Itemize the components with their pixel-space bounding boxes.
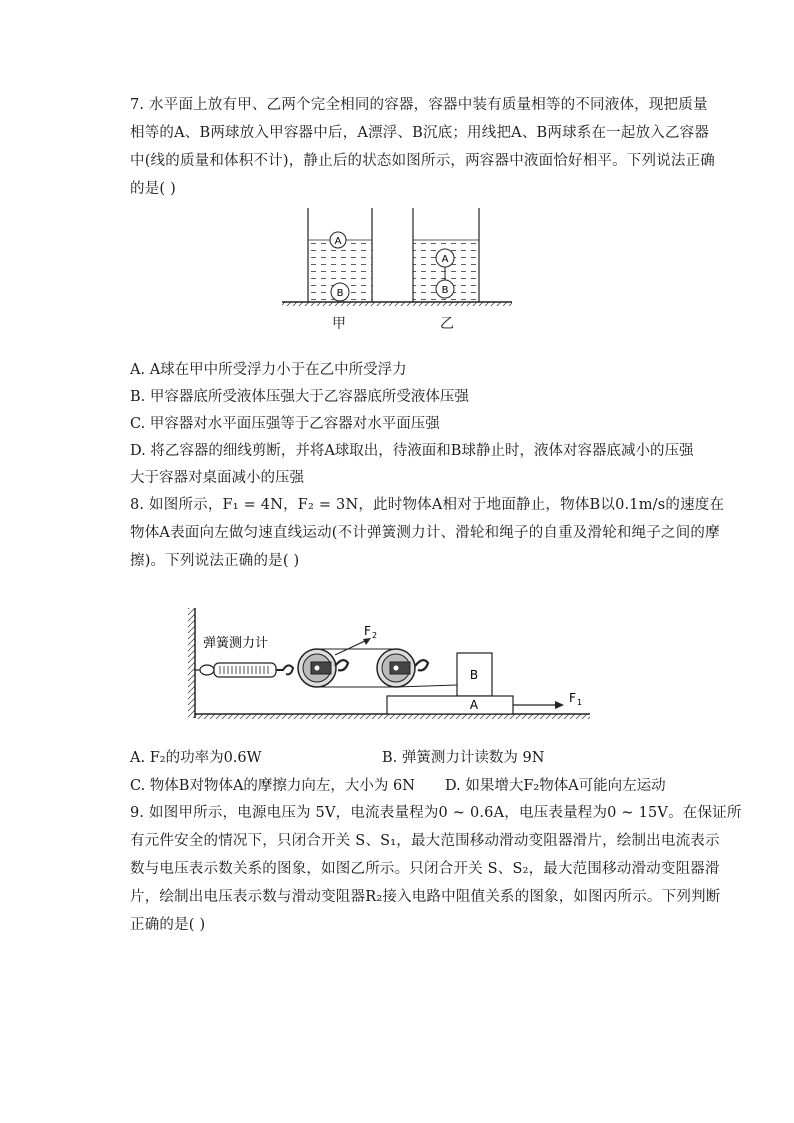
svg-text:B: B — [441, 285, 449, 296]
caption-yi: 乙 — [440, 316, 454, 332]
block-a — [387, 696, 513, 714]
svg-text:B: B — [336, 288, 344, 299]
q7-option-c: C. 甲容器对水平面压强等于乙容器对水平面压强 — [130, 416, 440, 432]
f2-label: F — [364, 624, 371, 638]
q7-option-b: B. 甲容器底所受液体压强大于乙容器底所受液体压强 — [130, 389, 469, 405]
svg-text:B: B — [469, 668, 479, 682]
q9-line-5: 正确的是( ) — [130, 917, 206, 933]
q7-option-a: A. A球在甲中所受浮力小于在乙中所受浮力 — [130, 362, 407, 378]
q7-line-3: 中(线的质量和体积不计)，静止后的状态如图所示，两容器中液面恰好相平。下列说法正确 — [130, 153, 716, 169]
q8-option-b: B. 弹簧测力计读数为 9N — [382, 750, 545, 766]
q9-line-4: 片，绘制出电压表示数与滑动变阻器R₂接入电路中阻值关系的图象，如图丙所示。下列判断 — [130, 889, 721, 905]
q8-line-2: 物体A表面向左做匀速直线运动(不计弹簧测力计、滑轮和绳子的自重及滑轮和绳子之间的摩 — [130, 525, 720, 541]
q9-line-2: 有元件安全的情况下，只闭合开关 S、S₁，最大范围移动滑动变阻器滑片，绘制出电流表示 — [130, 833, 720, 849]
f2-arrow — [335, 640, 367, 655]
pulley-right-axle — [390, 662, 410, 674]
q8-line-1: 8. 如图所示，F₁ = 4N，F₂ = 3N，此时物体A相对于地面静止，物体B以0.1m/s的速度在 — [130, 497, 725, 513]
pulley-left-axle — [311, 662, 331, 674]
spring-label: 弹簧测力计 — [203, 636, 269, 651]
q9-line-3: 数与电压表示数关系的图象，如图乙所示。只闭合开关 S、S₂，最大范围移动滑动变阻器滑 — [130, 861, 720, 877]
q8-option-c: C. 物体B对物体A的摩擦力向左，大小为 6N — [130, 778, 415, 794]
spring-scale — [214, 663, 276, 677]
caption-jia: 甲 — [332, 316, 346, 332]
svg-text:A: A — [334, 236, 342, 247]
q7-line-4: 的是( ) — [130, 181, 176, 197]
q7-line-1: 7. 水平面上放有甲、乙两个完全相同的容器，容器中装有质量相等的不同液体，现把质量 — [130, 97, 708, 113]
q7-containers-figure — [280, 205, 520, 310]
svg-text:A: A — [469, 698, 479, 712]
f2-sub: 2 — [372, 631, 378, 640]
q7-option-d: D. 将乙容器的细线剪断，并将A球取出，待液面和B球静止时，液体对容器底减小的压强 — [130, 443, 694, 459]
q9-line-1: 9. 如图甲所示，电源电压为 5V，电流表量程为0 ~ 0.6A，电压表量程为0 ~ 15V。在保证所 — [130, 805, 742, 821]
q7-line-2: 相等的A、B两球放入甲容器中后，A漂浮、B沉底；用线把A、B两球系在一起放入乙容器 — [130, 125, 710, 141]
q8-line-3: 擦)。下列说法正确的是( ) — [130, 553, 300, 569]
f1-label: F — [569, 691, 576, 705]
q8-option-a: A. F₂的功率为0.6W — [130, 750, 262, 766]
q7-option-d-cont: 大于容器对桌面减小的压强 — [130, 470, 304, 486]
f1-sub: 1 — [577, 698, 583, 707]
q8-pulley-figure — [185, 600, 605, 725]
q8-option-d: D. 如果增大F₂物体A可能向左运动 — [445, 778, 666, 794]
svg-text:A: A — [441, 254, 449, 265]
